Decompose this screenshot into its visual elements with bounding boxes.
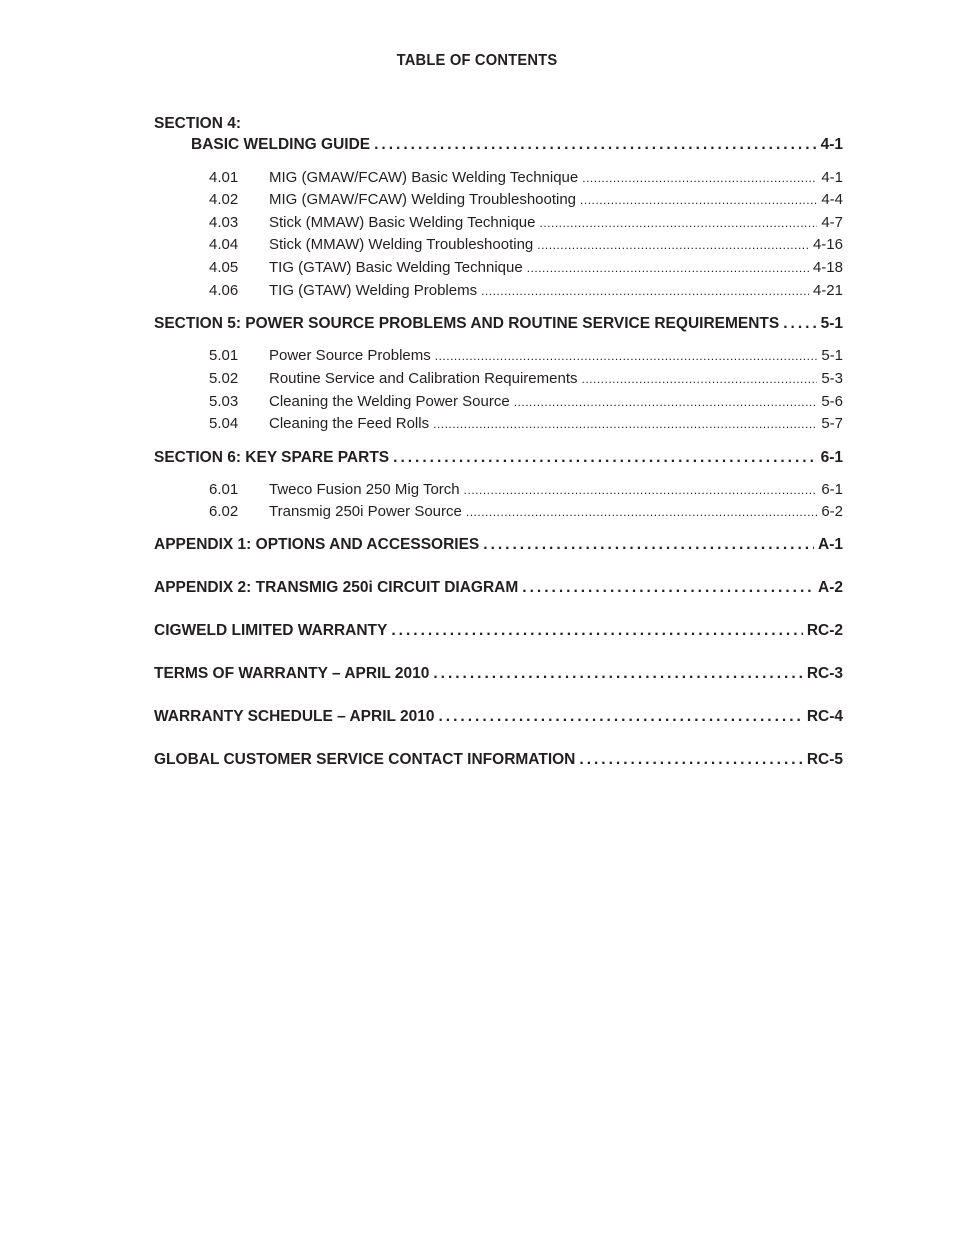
toc-entry-page: RC-2 bbox=[806, 622, 843, 639]
toc-subentry-number: 4.01 bbox=[209, 169, 239, 186]
toc-entry-page: RC-4 bbox=[806, 708, 843, 725]
toc-entry-limited-warranty[interactable] bbox=[154, 622, 843, 640]
toc-entry-customer-service[interactable] bbox=[154, 751, 843, 769]
toc-entry-appendix-1[interactable] bbox=[154, 536, 843, 554]
toc-entry-page: A-1 bbox=[818, 536, 843, 553]
toc-subentry-number: 4.02 bbox=[209, 191, 239, 208]
dot-leader bbox=[483, 536, 814, 554]
toc-subentry-page: 4-1 bbox=[821, 169, 843, 186]
toc-subentry-number: 5.01 bbox=[209, 347, 239, 364]
dot-leader bbox=[514, 393, 818, 410]
dot-leader bbox=[783, 315, 816, 333]
dot-leader bbox=[539, 214, 817, 231]
toc-subentry[interactable] bbox=[209, 393, 843, 410]
toc-subentry-page: 5-6 bbox=[821, 393, 843, 410]
toc-entry-label: SECTION 5: POWER SOURCE PROBLEMS AND ROUTINE SERVICE REQUIREMENTS bbox=[154, 315, 780, 332]
dot-leader bbox=[464, 481, 818, 498]
toc-subentry-number: 5.02 bbox=[209, 370, 239, 387]
toc-entry-section-5[interactable] bbox=[154, 315, 843, 333]
toc-subentry[interactable] bbox=[209, 214, 843, 231]
dot-leader bbox=[433, 415, 817, 432]
toc-subentry-number: 4.03 bbox=[209, 214, 239, 231]
toc-subentry[interactable] bbox=[209, 236, 843, 253]
toc-subentry-number: 4.06 bbox=[209, 282, 239, 299]
dot-leader bbox=[481, 282, 809, 299]
toc-subentry-number: 4.05 bbox=[209, 259, 239, 276]
toc-subentry-label: Cleaning the Feed Rolls bbox=[269, 415, 430, 432]
toc-subentry-number: 5.04 bbox=[209, 415, 239, 432]
toc-entry-page: 4-1 bbox=[820, 136, 843, 153]
dot-leader bbox=[374, 136, 816, 154]
dot-leader bbox=[579, 751, 802, 769]
toc-subentry[interactable] bbox=[209, 191, 843, 208]
section-4-heading: SECTION 4: bbox=[154, 115, 241, 132]
toc-subentry-label: Transmig 250i Power Source bbox=[269, 503, 462, 520]
toc-entry-label: TERMS OF WARRANTY – APRIL 2010 bbox=[154, 665, 430, 682]
toc-subentry[interactable] bbox=[209, 370, 843, 387]
toc-entry-page: RC-5 bbox=[806, 751, 843, 768]
dot-leader bbox=[537, 236, 809, 253]
toc-subentry-number: 5.03 bbox=[209, 393, 239, 410]
toc-subentry[interactable] bbox=[209, 415, 843, 432]
dot-leader bbox=[582, 169, 817, 186]
toc-subentry-page: 4-7 bbox=[821, 214, 843, 231]
toc-subentry[interactable] bbox=[209, 282, 843, 299]
toc-subentry-label: MIG (GMAW/FCAW) Welding Troubleshooting bbox=[269, 191, 577, 208]
toc-subentry[interactable] bbox=[209, 481, 843, 498]
toc-subentry-label: MIG (GMAW/FCAW) Basic Welding Technique bbox=[269, 169, 579, 186]
toc-subentry-number: 4.04 bbox=[209, 236, 239, 253]
toc-subentry-page: 5-1 bbox=[821, 347, 843, 364]
toc-subentry-page: 5-7 bbox=[821, 415, 843, 432]
toc-subentry[interactable] bbox=[209, 169, 843, 186]
toc-subentry-page: 5-3 bbox=[821, 370, 843, 387]
dot-leader bbox=[439, 708, 803, 726]
dot-leader bbox=[391, 622, 802, 640]
toc-entry-section-4[interactable] bbox=[191, 136, 843, 154]
toc-subentry-page: 4-4 bbox=[821, 191, 843, 208]
toc-entry-label: SECTION 6: KEY SPARE PARTS bbox=[154, 449, 390, 466]
toc-subentry-label: Tweco Fusion 250 Mig Torch bbox=[269, 481, 460, 498]
toc-subentry-page: 6-2 bbox=[821, 503, 843, 520]
toc-subentry[interactable] bbox=[209, 503, 843, 520]
toc-subentry-number: 6.02 bbox=[209, 503, 239, 520]
toc-subentry-label: Cleaning the Welding Power Source bbox=[269, 393, 510, 410]
toc-subentry-label: TIG (GTAW) Welding Problems bbox=[269, 282, 478, 299]
toc-entry-page: A-2 bbox=[818, 579, 843, 596]
dot-leader bbox=[435, 347, 818, 364]
toc-entry-label: CIGWELD LIMITED WARRANTY bbox=[154, 622, 388, 639]
dot-leader bbox=[433, 665, 803, 683]
dot-leader bbox=[582, 370, 818, 387]
toc-subentry[interactable] bbox=[209, 259, 843, 276]
toc-subentry-label: TIG (GTAW) Basic Welding Technique bbox=[269, 259, 523, 276]
toc-subentry-label: Power Source Problems bbox=[269, 347, 431, 364]
toc-subentry[interactable] bbox=[209, 347, 843, 364]
toc-subentry-label: Stick (MMAW) Welding Troubleshooting bbox=[269, 236, 534, 253]
dot-leader bbox=[393, 449, 816, 467]
toc-subentry-label: Stick (MMAW) Basic Welding Technique bbox=[269, 214, 536, 231]
toc-subentry-page: 4-16 bbox=[812, 236, 843, 253]
toc-entry-label: GLOBAL CUSTOMER SERVICE CONTACT INFORMATION bbox=[154, 751, 576, 768]
toc-subentry-number: 6.01 bbox=[209, 481, 239, 498]
page-title: TABLE OF CONTENTS bbox=[396, 52, 558, 69]
dot-leader bbox=[522, 579, 814, 597]
toc-entry-terms-of-warranty[interactable] bbox=[154, 665, 843, 683]
toc-subentry-page: 4-21 bbox=[812, 282, 843, 299]
toc-entry-appendix-2[interactable] bbox=[154, 579, 843, 597]
toc-entry-label: BASIC WELDING GUIDE bbox=[191, 136, 371, 153]
toc-entry-warranty-schedule[interactable] bbox=[154, 708, 843, 726]
toc-entry-label: APPENDIX 2: TRANSMIG 250i CIRCUIT DIAGRAM bbox=[154, 579, 519, 596]
toc-entry-page: 5-1 bbox=[820, 315, 843, 332]
dot-leader bbox=[466, 503, 817, 520]
toc-entry-label: WARRANTY SCHEDULE – APRIL 2010 bbox=[154, 708, 435, 725]
toc-entry-page: RC-3 bbox=[806, 665, 843, 682]
dot-leader bbox=[580, 191, 817, 208]
toc-entry-page: 6-1 bbox=[820, 449, 843, 466]
toc-subentry-page: 4-18 bbox=[812, 259, 843, 276]
toc-entry-label: APPENDIX 1: OPTIONS AND ACCESSORIES bbox=[154, 536, 480, 553]
toc-subentry-label: Routine Service and Calibration Requirements bbox=[269, 370, 578, 387]
toc-entry-section-6[interactable] bbox=[154, 449, 843, 467]
toc-subentry-page: 6-1 bbox=[821, 481, 843, 498]
dot-leader bbox=[527, 259, 809, 276]
